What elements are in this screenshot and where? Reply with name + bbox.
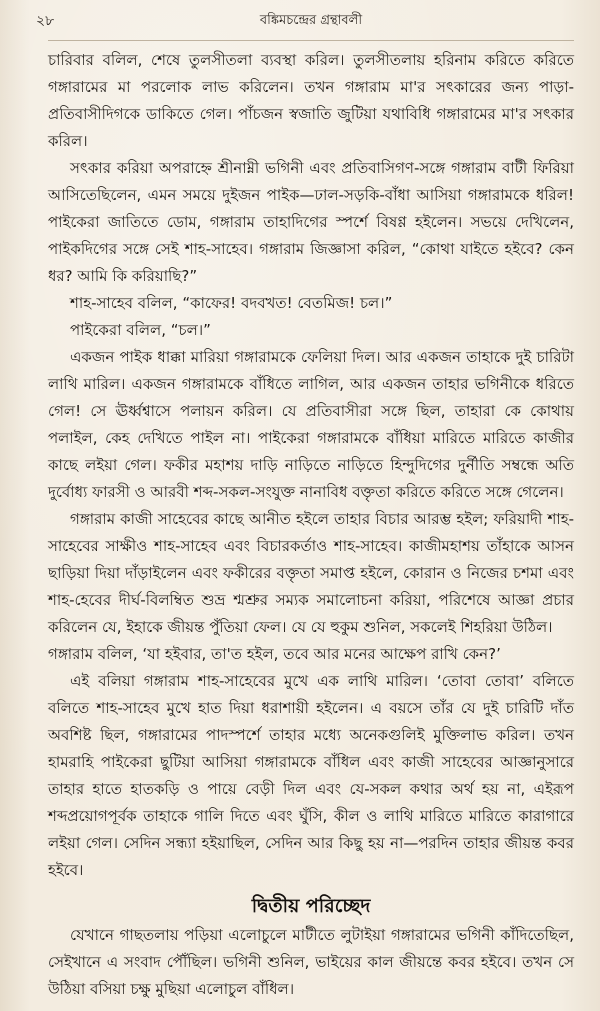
paragraph: একজন পাইক ধাক্কা মারিয়া গঙ্গারামকে ফেলিয়া দিল। আর একজন তাহাকে দুই চারিটা লাথি মারিল। একজন গঙ্গারামকে বাঁধিতে লাগিল, আর একজন তাহার ভগিনীকে ধরিতে গেল! সে ঊর্ধ্বশ্বাসে পলায়ন করিল। যে প্রতিবাসীরা সঙ্গে ছিল, তাহারা কে কোথায় পলাইল, কেহ দেখিতে পাইল না। পাইকেরা গঙ্গারামকে বাঁধিয়া মারিতে মারিতে কাজীর কাছে লইয়া গেল। ফকীর মহাশয় দাড়ি নাড়িতে নাড়িতে হিন্দুদিগের দুর্নীতি সম্বন্ধে অতি দুর্বোধ্য ফারসী ও আরবী শব্দ-সকল-সংযুক্ত নানাবিধ বক্তৃতা করিতে করিতে সঙ্গে গেলেন। [48,348,574,501]
paragraph: গঙ্গারাম কাজী সাহেবের কাছে আনীত হইলে তাহার বিচার আরম্ভ হইল; ফরিয়াদী শাহ-সাহেবের সাক্ষীও শাহ-সাহেব এবং বিচারকর্তাও শাহ-সাহেব। কাজীমহাশয় তাঁহাকে আসন ছাড়িয়া দিয়া দাঁড়াইলেন এবং ফকীরের বক্তৃতা সমাপ্ত হইলে, কোরান ও নিজের চশমা এবং শাহ-হেবের দীর্ঘ-বিলম্বিত শুভ্র শ্মশ্রুর সম্যক সমালোচনা করিয়া, পরিশেষে আজ্ঞা প্রচার করিলেন যে, ইহাকে জীয়ন্ত পুঁতিয়া ফেল। যে যে হুকুম শুনিল, সকলেই শিহরিয়া উঠিল। [48,510,574,636]
paragraph-continued: চারিবার বলিল, শেষে তুলসীতলা ব্যবস্থা করিল। তুলসীতলায় হরিনাম করিতে করিতে গঙ্গারামের মা পরলোক লাভ করিলেন। তখন গঙ্গারাম মা'র সৎকারের জন্য পাড়া-প্রতিবাসীদিগকে ডাকিতে গেল। পাঁচজন স্বজাতি জুটিয়া যথাবিধি গঙ্গারামের মা'র সৎকার করিল। [48,51,574,150]
chapter-heading: দ্বিতীয় পরিচ্ছেদ [251,895,371,917]
paragraph: যেখানে গাছতলায় পড়িয়া এলোচুলে মাটীতে লুটাইয়া গঙ্গারামের ভগিনী কাঁদিতেছিল, সেইখানে এ সংবাদ পৌঁছিল। ভগিনী শুনিল, ভাইয়ের কাল জীয়ন্তে কবর হইবে। তখন সে উঠিয়া বসিয়া চক্ষু মুছিয়া এলোচুল বাঁধিল। [48,926,574,998]
paragraph-dialogue: গঙ্গারাম বলিল, ‘যা হইবার, তা'ত হইল, তবে আর মনের আক্ষেপ রাখি কেন?’ [48,645,501,663]
paragraph-dialogue: শাহ-সাহেব বলিল, “কাফের! বদবখত! বেতমিজ! চল।” [70,294,393,312]
chapter-body [48,47,574,1003]
paragraph-dialogue: পাইকেরা বলিল, “চল।” [70,321,211,339]
page-number: ২৮ [36,13,55,29]
running-header [36,0,574,41]
book-title: বঙ্কিমচন্দ্রের গ্রন্থাবলী [259,13,363,28]
paragraph: সৎকার করিয়া অপরাহ্নে শ্রীনাম্নী ভগিনী এবং প্রতিবাসিগণ-সঙ্গে গঙ্গারাম বাটী ফিরিয়া আসিতেছিলেন, এমন সময়ে দুইজন পাইক—ঢাল-সড়কি-বাঁধা আসিয়া গঙ্গারামকে ধরিল! পাইকেরা জাতিতে ডোম, গঙ্গারাম তাহাদিগের স্পর্শে বিষণ্ণ হইলেন। সভয়ে দেখিলেন, পাইকদিগের সঙ্গে সেই শাহ-সাহেব। গঙ্গারাম জিজ্ঞাসা করিল, “কোথা যাইতে হইবে? কেন ধর? আমি কি করিয়াছি?” [48,159,574,285]
paragraph: এই বলিয়া গঙ্গারাম শাহ-সাহেবের মুখে এক লাথি মারিল। ‘তোবা তোবা’ বলিতে বলিতে শাহ-সাহেব মুখে হাত দিয়া ধরাশায়ী হইলেন। এ বয়সে তাঁর যে দুই চারিটি দাঁত অবশিষ্ট ছিল, গঙ্গারামের পাদস্পর্শে তাহার মধ্যে অনেকগুলিই মুক্তিলাভ করিল। তখন হামরাহি পাইকেরা ছুটিয়া আসিয়া গঙ্গারামকে বাঁধিল এবং কাজী সাহেবের আজ্ঞানুসারে তাহার হাতে হাতকড়ি ও পায়ে বেড়ী দিল এবং যে-সকল কথার অর্থ হয় না, এইরূপ শব্দপ্রয়োগপূর্বক তাহাকে গালি দিতে এবং ঘুঁসি, কীল ও লাথি মারিতে মারিতে কারাগারে লইয়া গেল। সেদিন সন্ধ্যা হইয়াছিল, সেদিন আর কিছু হয় না—পরদিন তাহার জীয়ন্ত কবর হইবে। [48,672,574,879]
